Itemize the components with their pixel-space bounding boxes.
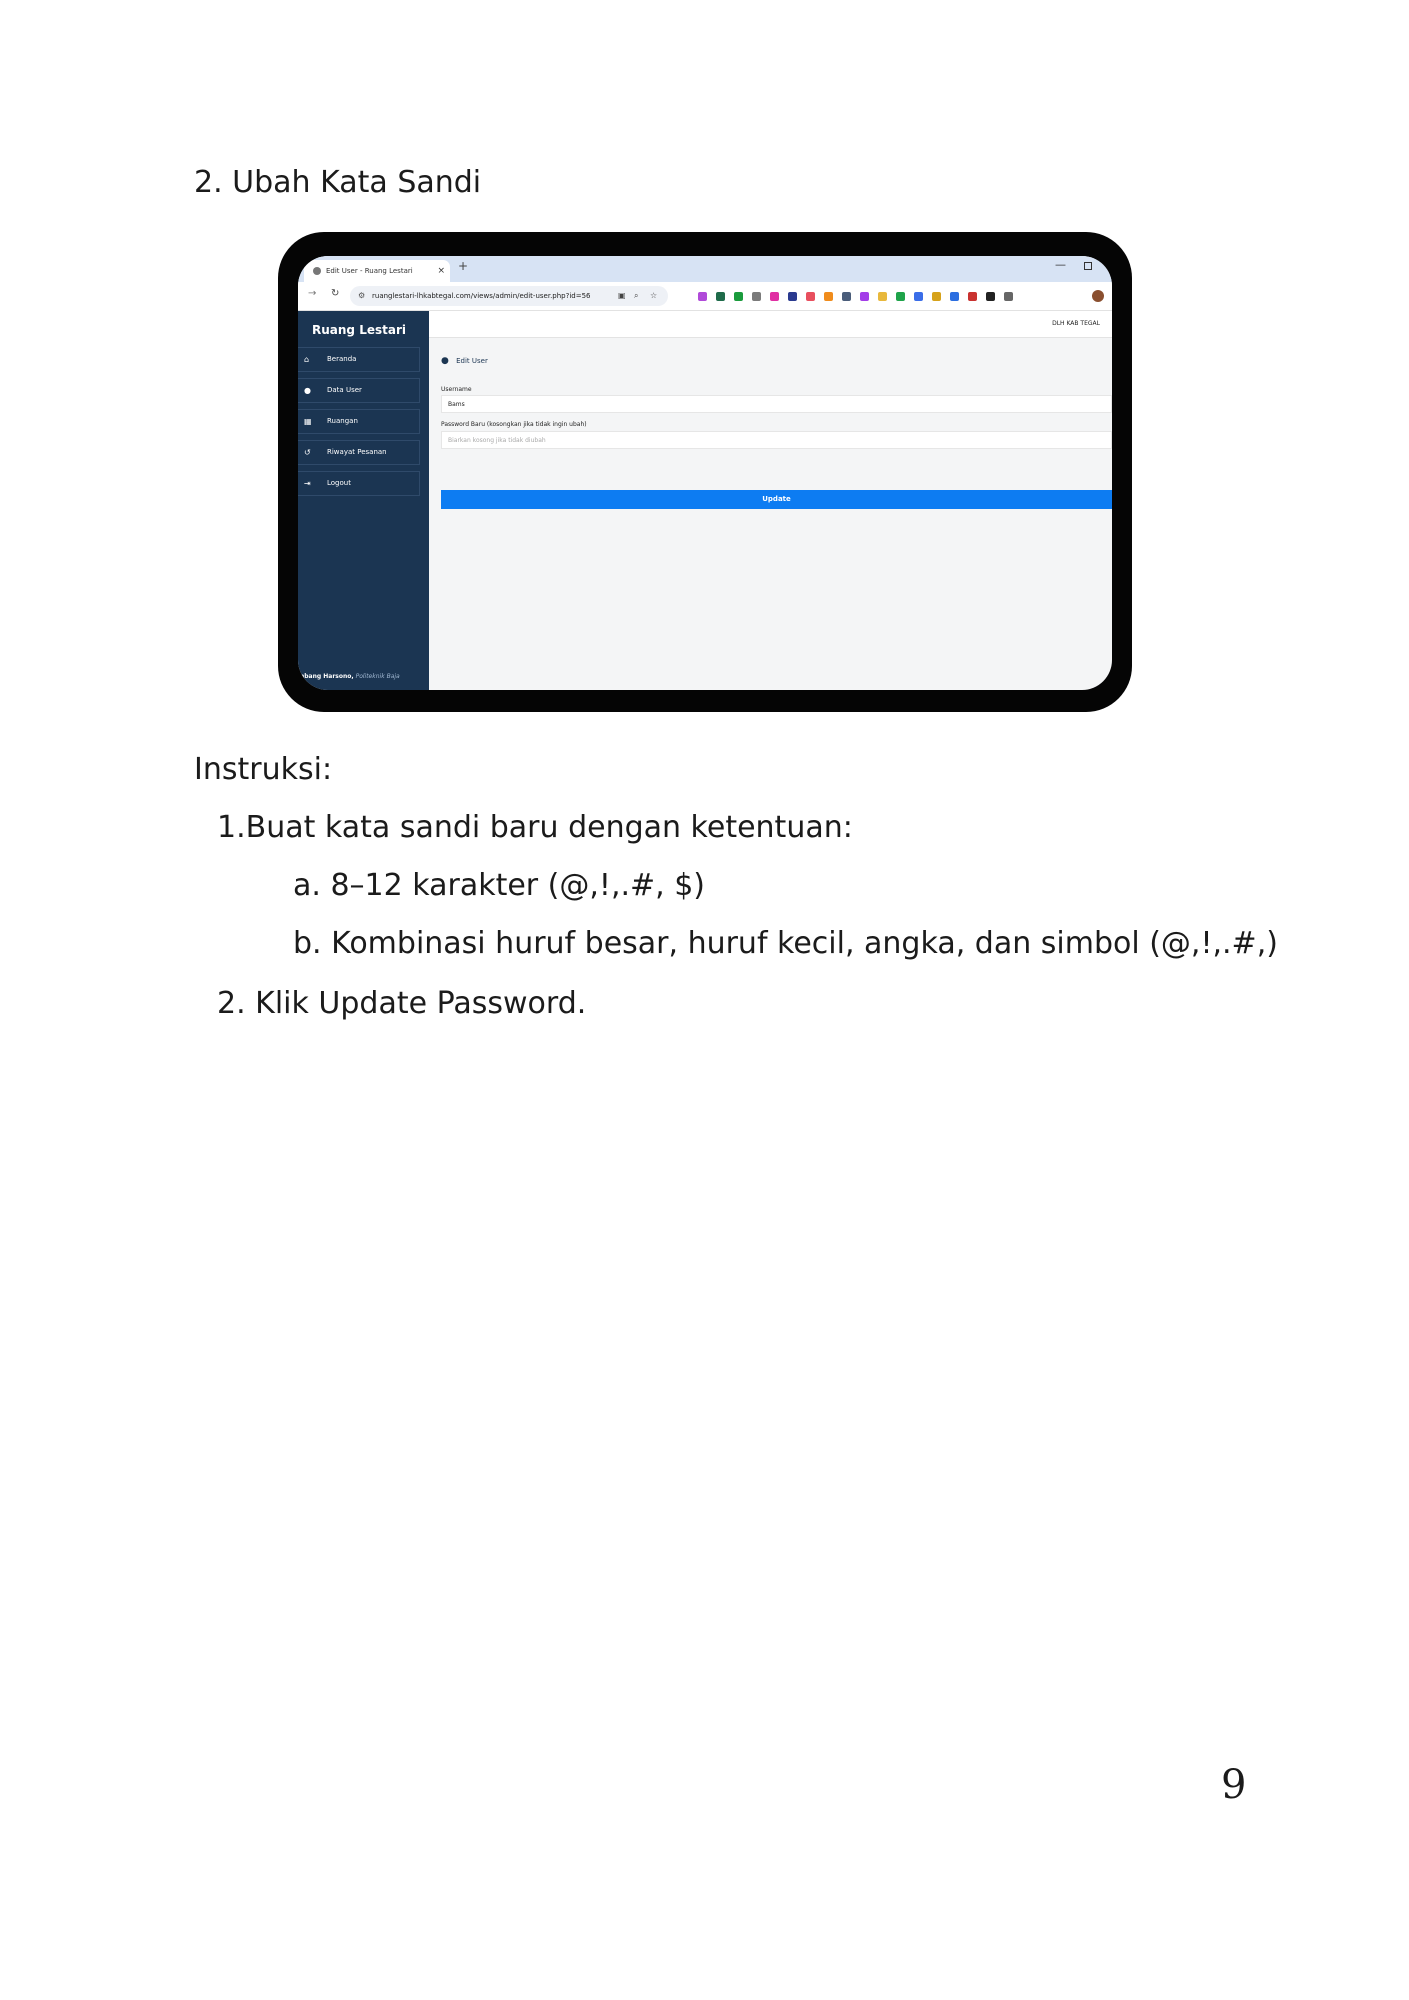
step-text: Buat kata sandi baru dengan ketentuan: [245,810,853,845]
sidebar-item-label: Beranda [327,355,357,363]
password-label: Password Baru (kosongkan jika tidak ingin ubah) [441,421,587,428]
instruction-sub-item [293,926,1278,961]
extension-icon[interactable] [770,292,779,301]
sidebar-item-beranda[interactable] [298,347,420,372]
logout-icon: ⇥ [304,479,311,488]
section-heading [194,165,481,200]
footer-org: Politeknik Baja [355,673,400,680]
screenshot-device-frame [278,232,1132,712]
extension-icon[interactable] [878,292,887,301]
instruction-step [217,986,586,1021]
minimize-icon[interactable]: — [1055,258,1066,271]
sub-item-text: Kombinasi huruf besar, huruf kecil, angka, dan simbol (@,!,.#,) [331,926,1278,961]
browser-tab-bar [298,256,1112,282]
instructions-heading: Instruksi: [194,752,333,787]
extension-icon[interactable] [950,292,959,301]
new-tab-icon[interactable]: + [458,259,469,273]
browser-tab[interactable] [304,260,450,282]
sub-item-text: 8–12 karakter (@,!,.#, $) [330,868,706,903]
instruction-step [217,810,853,845]
username-label: Username [441,386,472,393]
username-field[interactable]: Bams [441,395,1112,413]
step-number: 1. [217,810,246,845]
extension-icon[interactable] [932,292,941,301]
form-title-text: Edit User [456,357,488,365]
form-title [441,356,488,366]
sidebar-item-logout[interactable] [298,471,420,496]
translate-icon[interactable]: ▣ [618,291,626,300]
profile-avatar[interactable] [1092,290,1104,302]
reload-icon[interactable]: ↻ [331,288,340,299]
extension-icon[interactable] [986,292,995,301]
brand-title: Ruang Lestari [312,323,406,337]
sidebar-item-label: Data User [327,386,362,394]
sidebar-item-riwayat-pesanan[interactable] [298,440,420,465]
extension-icon[interactable] [860,292,869,301]
sub-item-letter: b. [293,926,322,961]
extension-icon[interactable] [698,292,707,301]
extension-icon[interactable] [788,292,797,301]
sidebar-item-ruangan[interactable] [298,409,420,434]
url-bar[interactable] [350,286,668,306]
section-title: Ubah Kata Sandi [232,165,482,200]
user-icon: ● [441,356,449,366]
section-number: 2. [194,165,223,200]
zoom-icon[interactable]: ⌕ [634,291,639,300]
instruction-sub-item [293,868,705,903]
home-icon: ⌂ [304,355,310,364]
extension-icon[interactable] [968,292,977,301]
sub-item-letter: a. [293,868,321,903]
extensions-puzzle-icon[interactable] [1004,292,1013,301]
update-button[interactable]: Update [441,490,1112,509]
bookmark-star-icon[interactable]: ☆ [650,291,658,300]
app-topbar [429,311,1112,338]
site-settings-icon[interactable]: ⚙ [358,291,366,300]
user-icon: ● [304,386,311,395]
forward-icon[interactable]: → [308,288,317,299]
extension-icon[interactable] [914,292,923,301]
page-number: 9 [1221,1762,1247,1808]
edit-user-form [429,338,1112,690]
sidebar-item-label: Logout [327,479,351,487]
password-field[interactable]: Biarkan kosong jika tidak diubah [441,431,1112,449]
extension-icon[interactable] [842,292,851,301]
tab-close-icon[interactable]: × [437,266,445,276]
extension-icon[interactable] [806,292,815,301]
restore-icon[interactable] [1084,262,1092,270]
sidebar-item-label: Ruangan [327,417,358,425]
tab-title: Edit User - Ruang Lestari [326,267,413,275]
sidebar-item-data-user[interactable] [298,378,420,403]
sidebar [298,311,429,690]
building-icon: ▦ [304,417,312,426]
browser-screen [298,256,1112,690]
step-number: 2. [217,986,246,1021]
extension-icon[interactable] [752,292,761,301]
history-icon: ↺ [304,448,311,457]
favicon-icon [313,267,321,275]
footer-name: mbang Harsono, [298,673,354,680]
sidebar-item-label: Riwayat Pesanan [327,448,387,456]
extension-icon[interactable] [716,292,725,301]
step-text: Klik Update Password. [255,986,587,1021]
extension-icon[interactable] [896,292,905,301]
sidebar-footer [298,673,429,680]
extension-icon[interactable] [824,292,833,301]
url-text: ruanglestari-lhkabtegal.com/views/admin/edit-user.php?id=56 [372,292,591,300]
address-bar-row [298,282,1112,311]
extension-icon[interactable] [734,292,743,301]
org-name: DLH KAB TEGAL [1052,320,1100,327]
